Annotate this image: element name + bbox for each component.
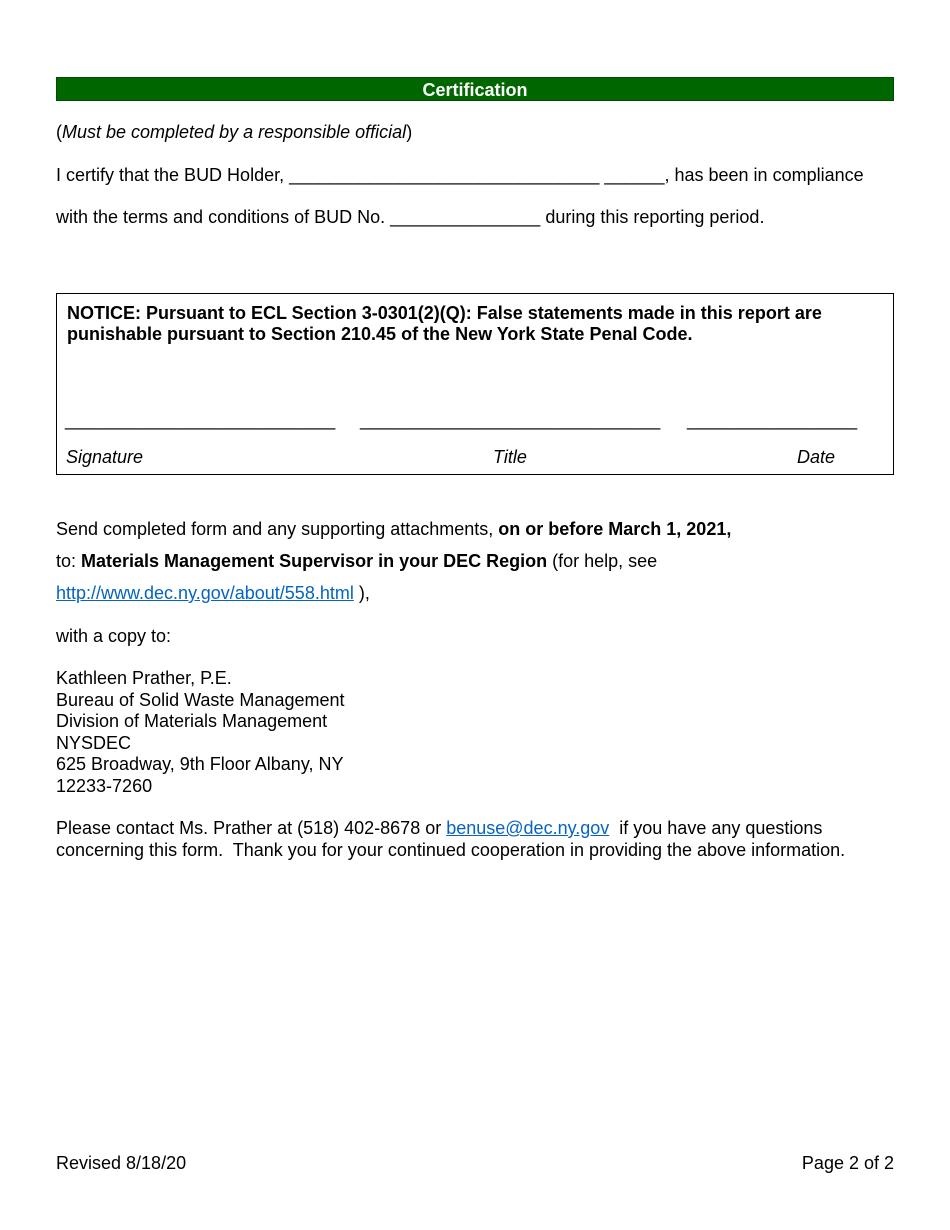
agency-name: NYSDEC bbox=[56, 732, 132, 753]
submission-recipient: Materials Management Supervisor in your DEC Region bbox=[81, 551, 548, 571]
submission-to: to: bbox=[56, 551, 82, 571]
submission-line-2 bbox=[56, 551, 657, 572]
submission-deadline: on or before March 1, 2021, bbox=[498, 519, 732, 539]
title-label: Title bbox=[493, 447, 527, 467]
revision-date: Revised 8/18/20 bbox=[56, 1153, 187, 1173]
certify-line-1: I certify that the BUD Holder, _______________________________ ______, has been in compliance bbox=[56, 165, 864, 185]
contact-email-link[interactable]: benuse@dec.ny.gov bbox=[446, 818, 610, 838]
submission-line-1 bbox=[56, 519, 731, 540]
street-address: 625 Broadway, 9th Floor Albany, NY bbox=[56, 754, 344, 774]
date-label: Date bbox=[797, 447, 836, 467]
contact-paragraph bbox=[56, 818, 845, 861]
contact-prefix: Please contact Ms. Prather at (518) 402-8678 or bbox=[56, 818, 447, 838]
contact-line-2: concerning this form. Thank you for your continued cooperation in providing the above information. bbox=[56, 839, 846, 860]
contact-suffix: if you have any questions bbox=[609, 818, 823, 838]
submission-prefix: Send completed form and any supporting attachments, bbox=[56, 519, 499, 539]
close-paren: ) bbox=[406, 122, 413, 142]
contact-name: Kathleen Prather, P.E. bbox=[56, 668, 232, 688]
page-number: Page 2 of 2 bbox=[801, 1153, 894, 1173]
division-name: Division of Materials Management bbox=[56, 711, 328, 731]
submission-help: (for help, see bbox=[547, 551, 658, 571]
official-note bbox=[56, 122, 412, 143]
region-help-link[interactable]: http://www.dec.ny.gov/about/558.html bbox=[56, 583, 354, 603]
open-paren: ( bbox=[56, 122, 62, 142]
title-blank: ______________________________ bbox=[360, 410, 661, 430]
contact-line-1 bbox=[56, 818, 845, 840]
notice-box bbox=[56, 293, 894, 475]
submission-line-3 bbox=[56, 583, 370, 604]
url-suffix: ), bbox=[353, 583, 370, 603]
certification-header: Certification bbox=[56, 77, 894, 101]
notice-text: NOTICE: Pursuant to ECL Section 3-0301(2)(Q): False statements made in this report are punishable pursuant to Section 210.45 of the New York State Penal Code. bbox=[67, 303, 822, 344]
zip-code: 12233-7260 bbox=[56, 775, 153, 796]
date-blank: _________________ bbox=[687, 410, 858, 430]
signature-label: Signature bbox=[66, 447, 144, 467]
bureau-name: Bureau of Solid Waste Management bbox=[56, 689, 345, 710]
mailing-address bbox=[56, 668, 345, 797]
signature-blank: ___________________________ bbox=[65, 410, 336, 430]
official-note-text: Must be completed by a responsible official bbox=[62, 122, 407, 142]
certify-line-2: with the terms and conditions of BUD No. _______________ during this reporting period. bbox=[56, 207, 765, 227]
copy-to-label: with a copy to: bbox=[56, 626, 172, 646]
